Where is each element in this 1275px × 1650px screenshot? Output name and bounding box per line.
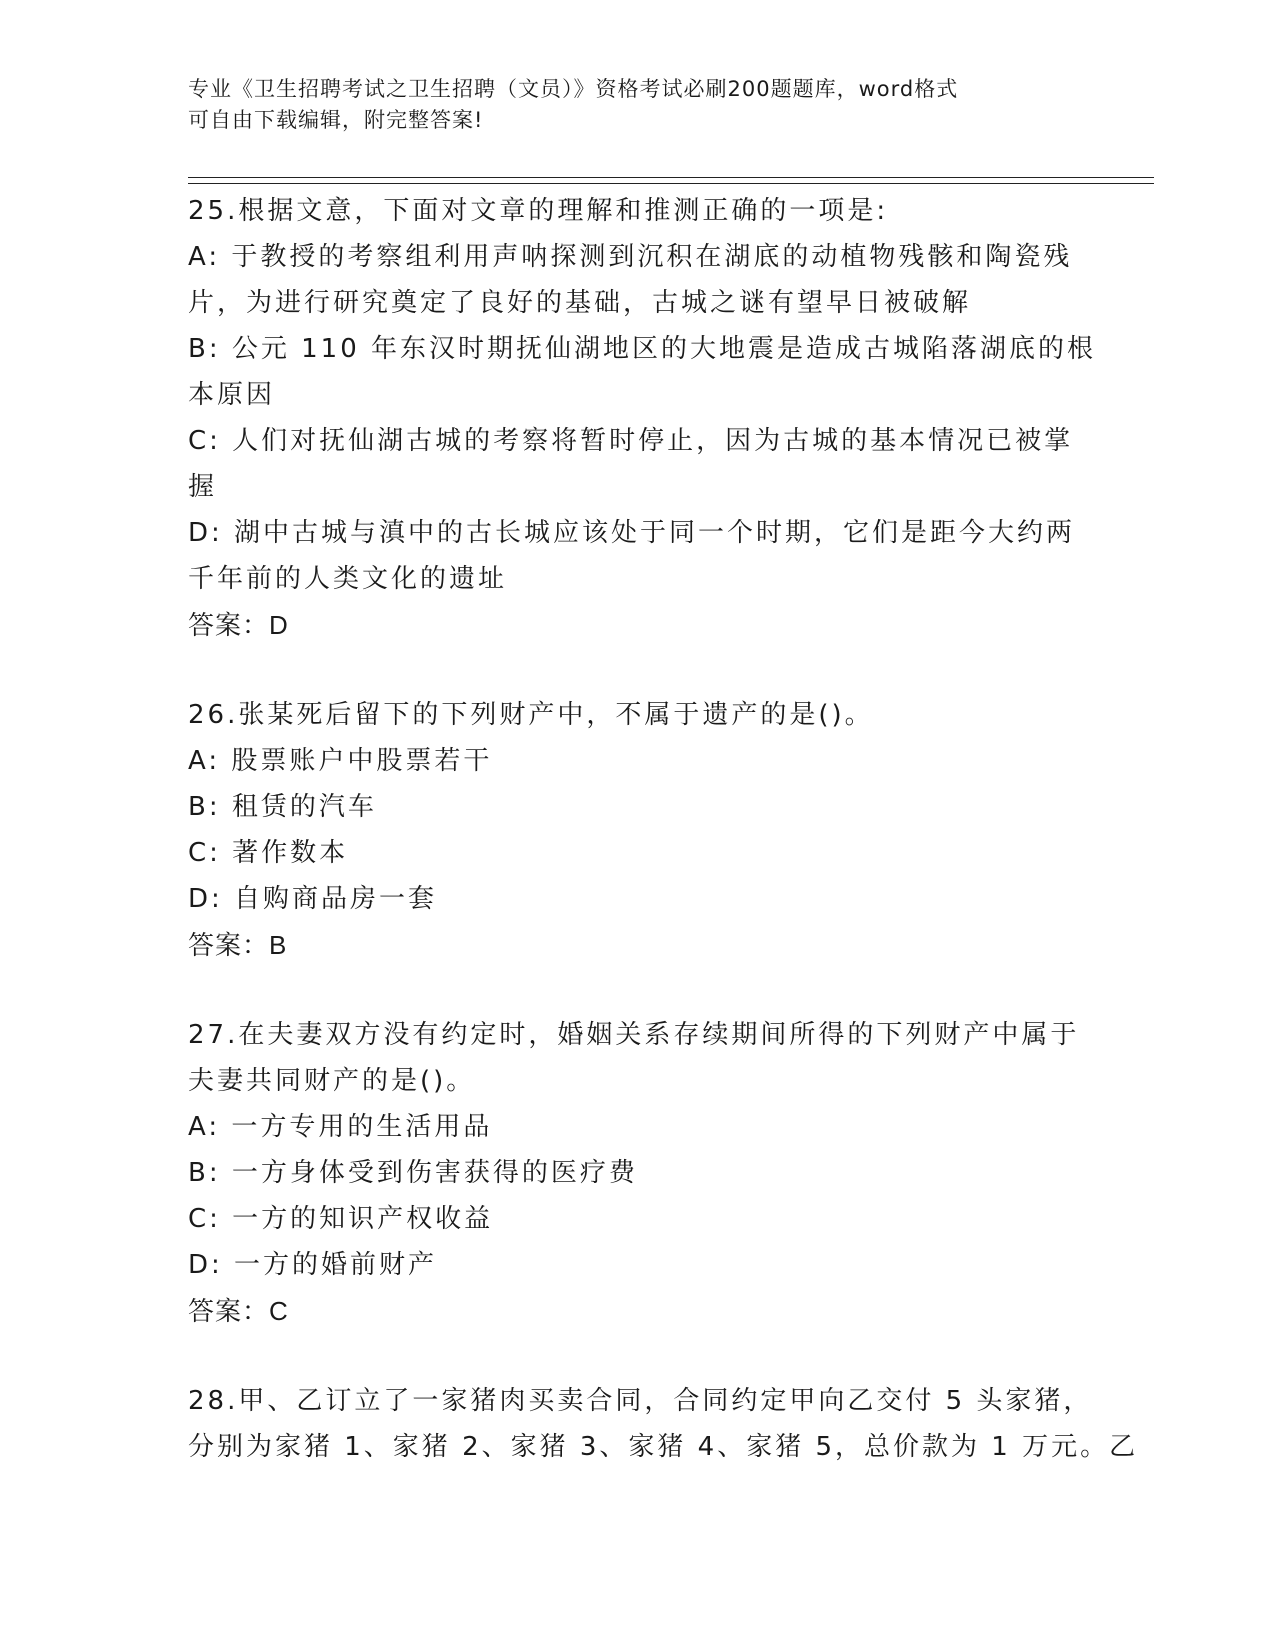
option-c: C: 一方的知识产权收益 [188, 1204, 494, 1234]
question-stem: 26.张某死后留下的下列财产中，不属于遗产的是()。 [188, 700, 874, 730]
header-title-line-1: 专业《卫生招聘考试之卫生招聘（文员）》资格考试必刷200题题库，word格式 [188, 77, 959, 101]
option-a: A: 于教授的考察组利用声呐探测到沉积在湖底的动植物残骸和陶瓷残 [188, 242, 1073, 272]
option-d-continued: 千年前的人类文化的遗址 [188, 564, 508, 594]
option-d: D: 湖中古城与滇中的古长城应该处于同一个时期，它们是距今大约两 [188, 518, 1076, 548]
header-divider-top [188, 177, 1154, 178]
question-stem-continued: 分别为家猪 1、家猪 2、家猪 3、家猪 4、家猪 5，总价款为 1 万元。乙 [188, 1432, 1139, 1462]
document-header [188, 74, 1088, 136]
question-spacer [188, 968, 1088, 1012]
option-b: B: 公元 110 年东汉时期抚仙湖地区的大地震是造成古城陷落湖底的根 [188, 334, 1097, 364]
option-a: A: 股票账户中股票若干 [188, 746, 493, 776]
header-divider-bottom [188, 183, 1154, 184]
option-c: C: 人们对抚仙湖古城的考察将暂时停止，因为古城的基本情况已被掌 [188, 426, 1074, 456]
option-b: B: 一方身体受到伤害获得的医疗费 [188, 1158, 638, 1188]
option-b: B: 租赁的汽车 [188, 792, 377, 822]
option-a: A: 一方专用的生活用品 [188, 1112, 493, 1142]
option-d: D: 自购商品房一套 [188, 884, 438, 914]
option-a-continued: 片，为进行研究奠定了良好的基础，古城之谜有望早日被破解 [188, 288, 972, 318]
question-stem-continued: 夫妻共同财产的是()。 [188, 1066, 476, 1096]
question-stem: 27.在夫妻双方没有约定时，婚姻关系存续期间所得的下列财产中属于 [188, 1020, 1080, 1050]
header-title-line-2: 可自由下载编辑，附完整答案! [188, 108, 484, 132]
question-28 [188, 1378, 1139, 1470]
answer-label: 答案：C [188, 1296, 289, 1326]
question-27 [188, 1012, 1088, 1334]
answer-label: 答案：B [188, 930, 288, 960]
option-b-continued: 本原因 [188, 380, 276, 410]
question-spacer [188, 1334, 1088, 1378]
question-stem: 25.根据文意，下面对文章的理解和推测正确的一项是: [188, 196, 889, 226]
question-list [188, 188, 1139, 1470]
answer-label: 答案：D [188, 610, 289, 640]
question-25 [188, 188, 1097, 648]
question-26 [188, 692, 1088, 968]
option-d: D: 一方的婚前财产 [188, 1250, 438, 1280]
question-spacer [188, 648, 1088, 692]
question-stem: 28.甲、乙订立了一家猪肉买卖合同，合同约定甲向乙交付 5 头家猪， [188, 1386, 1093, 1416]
option-c: C: 著作数本 [188, 838, 349, 868]
option-c-continued: 握 [188, 472, 218, 502]
